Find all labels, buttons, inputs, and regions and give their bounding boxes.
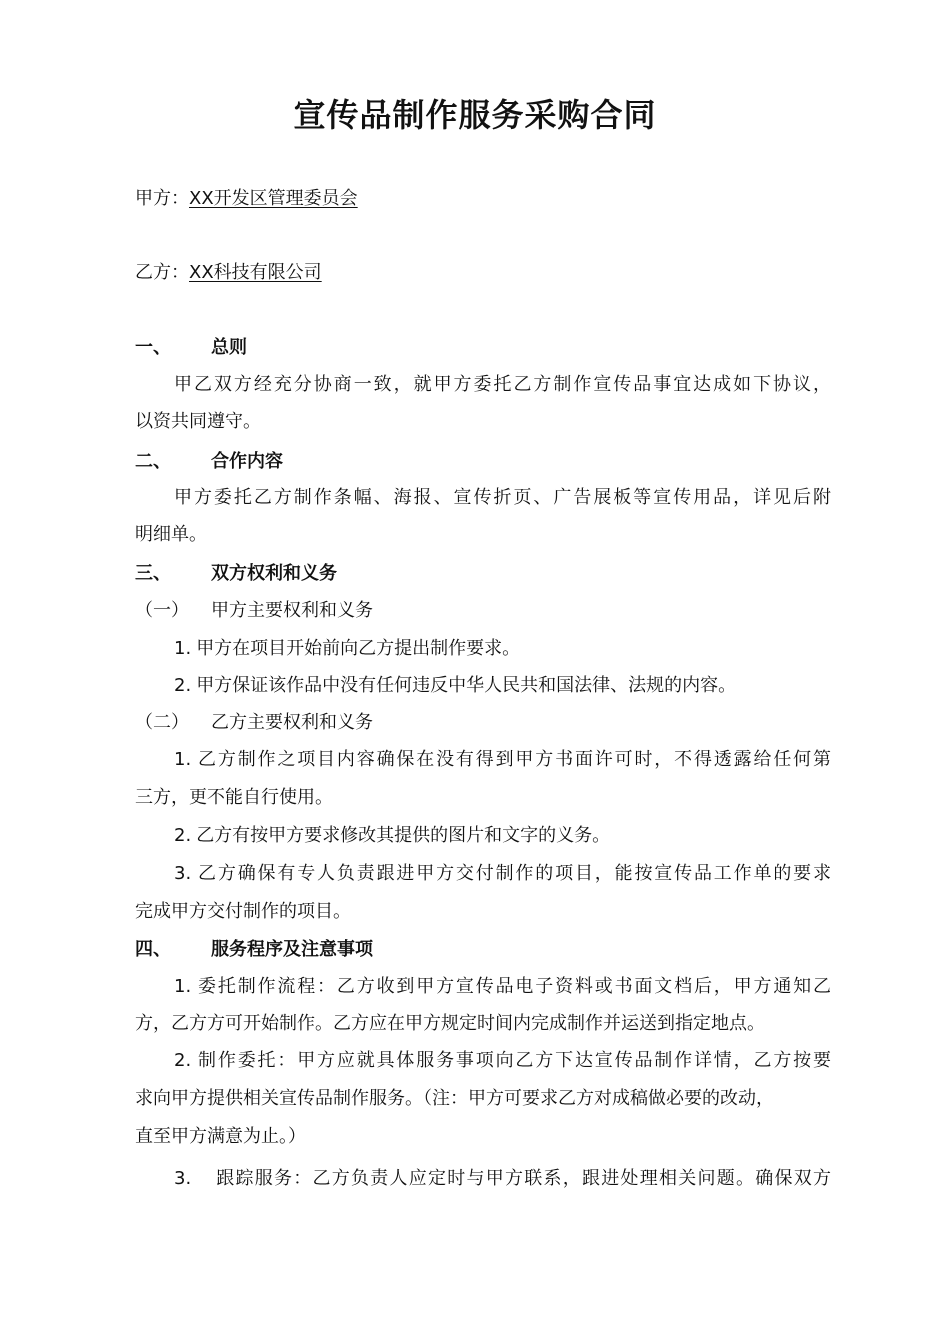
list-item-text: 甲方保证该作品中没有任何违反中华人民共和国法律、法规的内容。 bbox=[196, 675, 737, 696]
list-item-continuation: 直至甲方满意为止。） bbox=[135, 1126, 306, 1147]
section-1-paragraph-line-2: 以资共同遵守。 bbox=[135, 411, 261, 432]
list-item bbox=[174, 636, 520, 662]
list-item-continuation: 三方，更不能自行使用。 bbox=[135, 787, 333, 808]
section-title: 双方权利和义务 bbox=[211, 563, 337, 584]
party-b-value: XX科技有限公司 bbox=[189, 262, 322, 283]
section-heading-3 bbox=[135, 561, 337, 587]
subsection-title: 乙方主要权利和义务 bbox=[211, 712, 373, 733]
section-heading-1 bbox=[135, 335, 247, 361]
list-item-text: 跟踪服务：乙方负责人应定时与甲方联系，跟进处理相关问题。确保双方 bbox=[215, 1168, 831, 1189]
list-item-number: 2. bbox=[174, 675, 192, 696]
list-item-text: 甲方在项目开始前向乙方提出制作要求。 bbox=[196, 638, 521, 659]
list-item-number: 1. bbox=[174, 638, 192, 659]
section-title: 服务程序及注意事项 bbox=[211, 939, 373, 960]
section-2-paragraph-line-2: 明细单。 bbox=[135, 524, 207, 545]
list-item bbox=[174, 974, 831, 1000]
list-item-text: 乙方制作之项目内容确保在没有得到甲方书面许可时，不得透露给任何第 bbox=[196, 749, 831, 770]
party-b bbox=[135, 260, 322, 286]
party-a-label: 甲方： bbox=[135, 188, 189, 209]
list-item-continuation: 完成甲方交付制作的项目。 bbox=[135, 901, 351, 922]
list-item bbox=[174, 673, 736, 699]
list-item-continuation: 求向甲方提供相关宣传品制作服务。（注：甲方可要求乙方对成稿做必要的改动， bbox=[135, 1088, 774, 1109]
list-item-number: 2. bbox=[174, 825, 192, 846]
subsection-heading-2 bbox=[135, 710, 373, 736]
list-item bbox=[174, 861, 831, 887]
list-item-continuation: 方，乙方方可开始制作。乙方应在甲方规定时间内完成制作并运送到指定地点。 bbox=[135, 1013, 765, 1034]
subsection-title: 甲方主要权利和义务 bbox=[211, 600, 373, 621]
section-title: 合作内容 bbox=[211, 451, 283, 472]
section-title: 总则 bbox=[211, 337, 247, 358]
section-number: 三、 bbox=[135, 563, 171, 584]
list-item-number: 3. bbox=[174, 863, 192, 884]
list-item bbox=[174, 747, 831, 773]
subsection-number: （一） bbox=[135, 600, 189, 621]
section-heading-2 bbox=[135, 449, 283, 475]
list-item-number: 1. bbox=[174, 749, 192, 770]
list-item-number: 1. bbox=[174, 976, 192, 997]
subsection-heading-1 bbox=[135, 598, 373, 624]
party-a-value: XX开发区管理委员会 bbox=[189, 188, 358, 209]
list-item-number: 3. bbox=[174, 1168, 192, 1189]
party-a bbox=[135, 186, 358, 212]
list-item-text: 委托制作流程：乙方收到甲方宣传品电子资料或书面文档后，甲方通知乙 bbox=[196, 976, 831, 997]
section-number: 一、 bbox=[135, 337, 171, 358]
section-number: 二、 bbox=[135, 451, 171, 472]
list-item bbox=[174, 1048, 831, 1074]
list-item-text: 乙方确保有专人负责跟进甲方交付制作的项目，能按宣传品工作单的要求 bbox=[196, 863, 831, 884]
list-item-number: 2. bbox=[174, 1050, 192, 1071]
list-item bbox=[174, 823, 610, 849]
subsection-number: （二） bbox=[135, 712, 189, 733]
list-item bbox=[174, 1166, 831, 1192]
party-b-label: 乙方： bbox=[135, 262, 189, 283]
section-number: 四、 bbox=[135, 939, 171, 960]
section-heading-4 bbox=[135, 937, 373, 963]
section-1-paragraph-line-1: 甲乙双方经充分协商一致，就甲方委托乙方制作宣传品事宜达成如下协议， bbox=[174, 374, 831, 395]
list-item-text: 乙方有按甲方要求修改其提供的图片和文字的义务。 bbox=[196, 825, 611, 846]
section-2-paragraph-line-1: 甲方委托乙方制作条幅、海报、宣传折页、广告展板等宣传用品，详见后附 bbox=[174, 487, 831, 508]
document-title: 宣传品制作服务采购合同 bbox=[293, 96, 657, 134]
list-item-text: 制作委托：甲方应就具体服务事项向乙方下达宣传品制作详情，乙方按要 bbox=[196, 1050, 831, 1071]
